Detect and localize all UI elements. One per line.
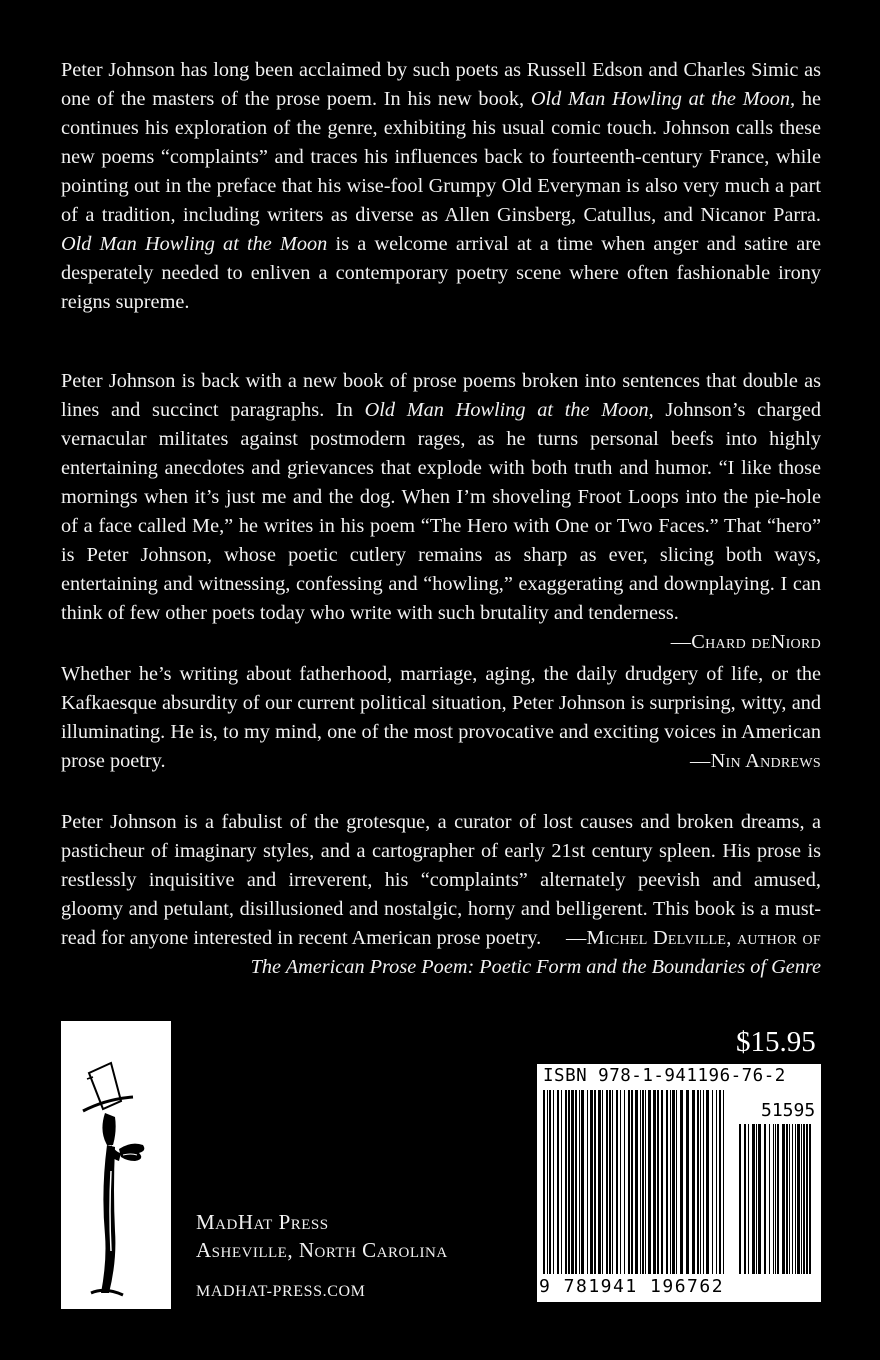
barcode-bar: [653, 1090, 656, 1274]
barcode-bar: [773, 1124, 774, 1274]
publisher-location: Asheville, North Carolina: [196, 1238, 448, 1262]
barcode-bar: [624, 1090, 625, 1274]
blurbs: [61, 56, 821, 982]
blurb-attribution: —Chard deNiord: [670, 631, 821, 653]
barcode-bars-icon: [543, 1090, 815, 1276]
barcode-bar: [602, 1090, 603, 1274]
barcode-bar: [581, 1090, 584, 1274]
barcode-bar: [786, 1124, 788, 1274]
book-title-italic: Old Man Howling at the Moon,: [364, 399, 654, 421]
barcode-bar: [716, 1090, 717, 1274]
barcode-bar: [628, 1090, 630, 1274]
barcode-bar: [616, 1090, 618, 1274]
barcode-bar: [777, 1124, 779, 1274]
barcode-bar: [547, 1090, 548, 1274]
barcode-bar: [612, 1090, 613, 1274]
barcode-bar: [697, 1090, 699, 1274]
barcode-bar: [598, 1090, 601, 1274]
blurb-nin-andrews: [61, 660, 821, 776]
publisher-website: MADHAT-PRESS.COM: [196, 1283, 366, 1300]
blurb-text: Peter Johnson is a fabulist of the grotesque, a curator of lost causes and broken dreams, a pasticheur of imaginary styles, and a cartographer of early 21st century spleen. His prose is restlessly inquisitive and irreverent, his “complaints” alternately peevish and amused, gloomy and petulant, disillusioned and nostalgic, horny and belligerent. This book is a must-read for anyone interested in recent American prose poetry.: [61, 811, 821, 949]
barcode-bar: [744, 1124, 746, 1274]
barcode-bar: [712, 1090, 713, 1274]
barcode-bar: [764, 1124, 766, 1274]
barcode-bar: [801, 1124, 802, 1274]
barcode-bar: [606, 1090, 608, 1274]
blurb-attribution-book: The American Prose Poem: Poetic Form and the Boundaries of Genre: [250, 956, 821, 978]
blurb-chard-deniord: [61, 367, 821, 653]
barcode-bar: [692, 1090, 695, 1274]
barcode-bar: [568, 1090, 570, 1274]
barcode-bar: [769, 1124, 770, 1274]
barcode-bar: [645, 1090, 646, 1274]
barcode-bar: [557, 1090, 559, 1274]
barcode-bar: [590, 1090, 593, 1274]
barcode-bar: [792, 1124, 793, 1274]
barcode-bar: [640, 1090, 641, 1274]
barcode-bar: [795, 1124, 796, 1274]
barcode-bar: [657, 1090, 659, 1274]
barcode-bar: [803, 1124, 805, 1274]
barcode-bar: [553, 1090, 554, 1274]
blurb-text: is a welcome arrival at a time when anger and satire are desperately needed to enliven a contemporary poetry scene where often fashionable irony reigns supreme.: [61, 233, 821, 313]
barcode-bar: [752, 1124, 755, 1274]
barcode-bar: [543, 1090, 545, 1274]
barcode-bar: [672, 1090, 675, 1274]
isbn-barcode: [537, 1064, 821, 1302]
barcode-bar: [680, 1090, 683, 1274]
publisher-name: MadHat Press: [196, 1210, 329, 1234]
madhat-logo: [61, 1021, 171, 1309]
barcode-bar: [594, 1090, 596, 1274]
barcode-bar: [631, 1090, 633, 1274]
barcode-bar: [789, 1124, 790, 1274]
barcode-bar: [587, 1090, 588, 1274]
barcode-bar: [758, 1124, 761, 1274]
price-code: 51595: [761, 1100, 815, 1121]
barcode-bar: [806, 1124, 808, 1274]
blurb-text: Peter Johnson is back with a new book of prose poems broken into sentences that double as lines and succinct paragraphs. In: [61, 370, 821, 421]
blurb-attribution: —Michel Delville, author of: [565, 927, 821, 949]
barcode-bar: [797, 1124, 800, 1274]
blurb-text: Whether he’s writing about fatherhood, marriage, aging, the daily drudgery of life, or the Kafkaesque absurdity of our current political situation, Peter Johnson is surprising, witty, and illuminating. He is, to my mind, one of the most provocative and exciting voices in American prose poetry.: [61, 663, 821, 772]
barcode-bar: [648, 1090, 651, 1274]
barcode-bar: [575, 1090, 577, 1274]
barcode-bar: [635, 1090, 638, 1274]
barcode-bar: [620, 1090, 621, 1274]
blurb-attribution: —Nin Andrews: [689, 750, 821, 772]
barcode-bar: [723, 1090, 724, 1274]
barcode-bar: [661, 1090, 663, 1274]
barcode-bar: [549, 1090, 551, 1274]
barcode-bar: [739, 1124, 741, 1274]
barcode-bar: [666, 1090, 668, 1274]
blurb-text: Johnson’s charged vernacular militates against postmodern rages, as he turns personal beefs into highly entertaining anecdotes and grievances that explode with both truth and humor. “I like those mornings when it’s just me and the dog. When I’m shoveling Froot Loops into the pie-hole of a face called Me,” he writes in his poem “The Hero with One or Two Faces.” That “hero” is Peter Johnson, whose poetic cutlery remains as sharp as ever, slicing both ways, entertaining and witnessing, confessing and “howling,” exaggerating and downplaying. I can think of few other poets today who write with such brutality and tenderness.: [61, 399, 821, 624]
barcode-bar: [579, 1090, 580, 1274]
isbn-text: ISBN 978-1-941196-76-2: [543, 1066, 786, 1086]
barcode-bar: [571, 1090, 574, 1274]
barcode-bar: [706, 1090, 709, 1274]
barcode-bar: [676, 1090, 677, 1274]
barcode-bar: [748, 1124, 749, 1274]
blurb-michel-delville: [61, 808, 821, 982]
book-title-italic: Old Man Howling at the Moon: [61, 233, 328, 255]
blurb-text: he continues his exploration of the genre, exhibiting his usual comic touch. Johnson calls these new poems “complaints” and traces his influences back to fourteenth-century France, while pointing out in the preface that his wise-fool Grumpy Old Everyman is also very much a part of a tradition, including writers as diverse as Allen Ginsberg, Catullus, and Nicanor Parra.: [61, 88, 822, 226]
blurb-publisher-description: [61, 56, 821, 317]
blurb-text: Peter Johnson has long been acclaimed by such poets as Russell Edson and Charles Simic as one of the masters of the prose poem. In his new book,: [61, 59, 821, 110]
barcode-bar: [670, 1090, 671, 1274]
barcode-bar: [703, 1090, 704, 1274]
barcode-bar: [775, 1124, 776, 1274]
barcode-bar: [782, 1124, 785, 1274]
barcode-bar: [700, 1090, 701, 1274]
barcode-bar: [642, 1090, 644, 1274]
book-title-italic: Old Man Howling at the Moon,: [530, 88, 796, 110]
barcode-bar: [809, 1124, 811, 1274]
barcode-bar: [686, 1090, 689, 1274]
barcode-bar: [561, 1090, 562, 1274]
price-label: $15.95: [736, 1026, 816, 1058]
publisher-info: [196, 1208, 448, 1264]
barcode-bar: [719, 1090, 721, 1274]
barcode-bar: [565, 1090, 567, 1274]
barcode-bar: [609, 1090, 611, 1274]
madhat-logo-icon: [61, 1021, 171, 1309]
barcode-bar: [756, 1124, 757, 1274]
ean-digits: 9 781941 196762: [539, 1276, 725, 1297]
